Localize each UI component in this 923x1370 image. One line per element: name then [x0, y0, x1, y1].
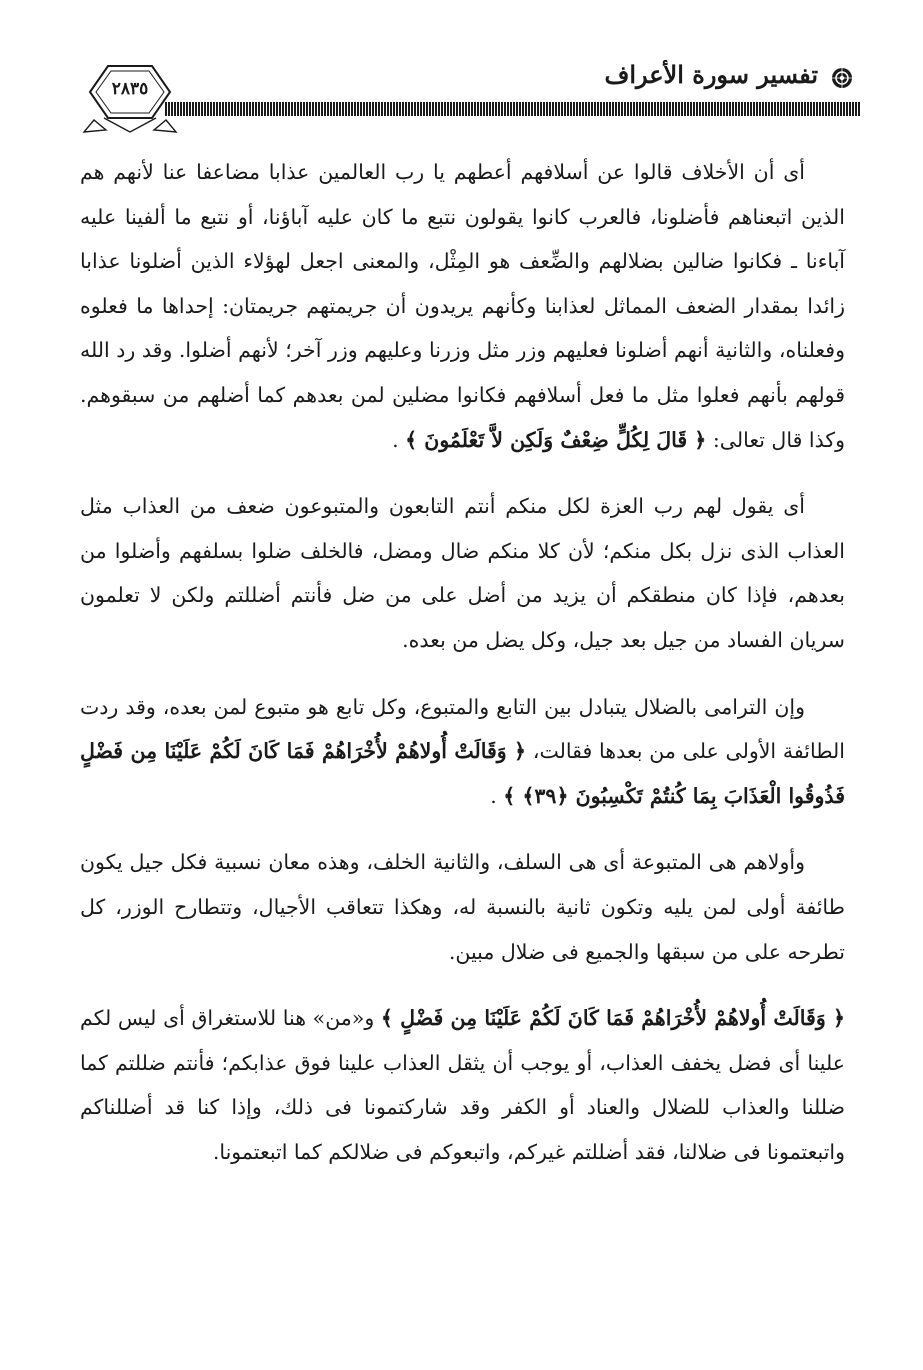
paragraph-text: وإن الترامى بالضلال يتبادل بين التابع والمتبوع، وكل تابع هو متبوع لمن بعده، وقد ردت الطائفة الأولى على من بعدها فقالت، [80, 694, 845, 764]
paragraph [80, 484, 845, 662]
header-rule [165, 102, 860, 116]
paragraph-text: . [490, 783, 504, 808]
quran-verse: ﴿ وَقَالَتْ أُولاهُمْ لأُخْرَاهُمْ فَمَا كَانَ لَكُمْ عَلَيْنَا مِن فَضْلٍ ﴾ [380, 1006, 845, 1031]
paragraph [80, 840, 845, 974]
page-content [80, 150, 845, 1196]
paragraph-text: أى يقول لهم رب العزة لكل منكم أنتم التابعون والمتبوعون ضعف من العذاب مثل العذاب الذى نزل بكل منكم؛ لأن كلا منكم ضال ومضل، فالخلف ضلوا بسلفهم وأضلوا من بعدهم، فإذا كان منطقكم أن يزيد من أضل على من ضل فأنتم أضللتم ولكن لا تعلمون سريان الفساد من جيل بعد جيل، وكل يضل من بعده. [80, 494, 845, 652]
paragraph [80, 996, 845, 1174]
paragraph [80, 685, 845, 819]
paragraph-text: وأولاهم هى المتبوعة أى هى السلف، والثانية الخلف، وهذه معان نسبية فكل جيل يكون طائفة أولى لمن يليه وتكون ثانية بالنسبة له، وهكذا تتعاقب الأجيال، وتتطارح الوزر، كل تطرحه على من سبقها والجميع فى ضلال مبين. [80, 850, 845, 964]
page-number: ٢٨٣٥ [111, 79, 149, 99]
paragraph-text: . [392, 427, 406, 452]
paragraph [80, 150, 845, 462]
paragraph-text: أى أن الأخلاف قالوا عن أسلافهم أعطهم يا رب العالمين عذابا مضاعفا عنا لأنهم هم الذين اتبعناهم فأضلونا، فالعرب كانوا يقولون نتبع ما كان عليه آباؤنا، أو نتبع ما ألفينا عليه آباءنا ـ فكانوا ضالين بضلالهم والضِّعف هو المِثْل، والمعنى اجعل لهؤلاء الذين أضلونا عذابا زائدا بمقدار الضعف المماثل لعذابنا وكأنهم يريدون أن جريمتهم جريمتان: إحداها ما فعلوه وفعلناه، والثانية أنهم أضلونا فعليهم وزر مثل وزرنا وعليهم وزر آخر؛ لأنهم أضلوا. وقد رد الله قولهم بأنهم فعلوا مثل ما فعل أسلافهم فكانوا مضلين لمن بعدهم كما أضلهم من سبقوهم. وكذا قال تعالى: [80, 160, 845, 452]
surah-title: تفسير سورة الأعراف [604, 60, 818, 89]
page-number-badge [80, 52, 185, 137]
quran-verse: ﴿ قَالَ لِكُلٍّ ضِعْفٌ وَلَكِن لاَّ تَعْلَمُونَ ﴾ [405, 427, 707, 452]
floral-ornament-icon [830, 66, 854, 90]
page-header [80, 52, 860, 137]
paragraph-text: و«من» هنا للاستغراق أى ليس لكم علينا أى فضل يخفف العذاب، أو يوجب أن يثقل العذاب علينا فوق عذابكم؛ فأنتم ضللتم كما ضللنا والعذاب للضلال والعناد أو الكفر وقد شاركتمونا فى ذلك، وإذا كنا قد أضللناكم واتبعتمونا فى ضلالنا، فقد أضللتم غيركم، واتبعوكم فى ضلالكم كما اتبعتمونا. [80, 1006, 845, 1164]
quran-verse: ﴿ وَقَالَتْ أُولاهُمْ لأُخْرَاهُمْ فَمَا كَانَ لَكُمْ عَلَيْنَا مِن فَضْلٍ فَذُوقُوا الْعَذَابَ بِمَا كُنتُمْ تَكْسِبُونَ ﴿٣٩﴾ ﴾ [80, 739, 845, 808]
